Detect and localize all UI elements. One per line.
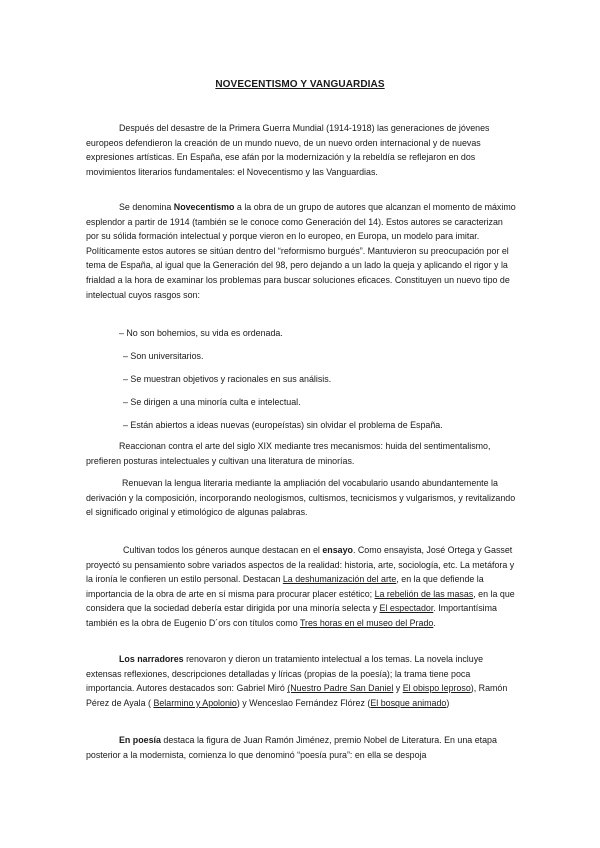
paragraph-narradores	[86, 652, 516, 710]
text: , en la que considera que la sociedad debería estar dirigida por una minoría selecta y	[86, 588, 515, 614]
term-narradores: Los narradores	[119, 654, 184, 664]
term-poesia: En poesía	[119, 735, 161, 745]
text: destaca la figura de Juan Ramón Jiménez, premio Nobel de Literatura. En una etapa posterior a la modernista, comienza lo que denominó “poesía pura”: en ella se despoja	[86, 735, 497, 760]
list-item: – No son bohemios, su vida es ordenada.	[119, 328, 283, 338]
text: . Importantísima también es la obra de Eugenio D´ors con títulos como	[86, 603, 497, 628]
work-title: La deshumanización del arte	[282, 574, 397, 585]
paragraph-reaccion: Reaccionan contra el arte del siglo XIX mediante tres mecanismos: huida del sentimentalismo, prefieren posturas intelectuales y cultivan una literatura de minorías.	[86, 441, 491, 466]
text: y	[393, 683, 403, 694]
text: Cultivan todos los géneros aunque destacan en el	[123, 545, 323, 555]
term-novecentismo: Novecentismo	[173, 202, 235, 212]
list-item: – Son universitarios.	[123, 351, 204, 361]
text: .	[433, 617, 436, 628]
list-item: – Se dirigen a una minoría culta e intelectual.	[123, 397, 301, 407]
work-title: Belarmino y Apolonio	[153, 697, 237, 708]
text: ) y Wenceslao Fernández Flórez (	[236, 697, 371, 708]
work-title: Tres horas en el museo del Prado	[299, 617, 434, 628]
page-title: NOVECENTISMO Y VANGUARDIAS	[215, 79, 385, 90]
paragraph-lengua: Renuevan la lengua literaria mediante la ampliación del vocabulario usando abundantemente la derivación y la composición, incorporando neologismos, cultismos, tecnicismos y vulgarismos, y revitalizando el significado original y etimológico de algunas palabras.	[86, 478, 516, 518]
work-title: El espectador	[379, 603, 434, 614]
list-item: – Están abiertos a ideas nuevas (europeístas) sin olvidar el problema de España.	[123, 420, 443, 430]
text: a la obra de un grupo de autores que alcanzan el momento de máximo esplendor a partir de 1914 (también se le conoce como Generación del 14). Estos autores se caracterizan por su sólida formación intelectual y porque vieron en lo europeo, en Europa, un modelo para imitar. Políticamente estos autores se sitúan dentro del “reformismo burgués”. Mantuvieron su preocupación por el tema de España, al igual que la Generación del 98, pero dejando a un lado la queja y aplicando el rigor y la frialdad a la hora de examinar los problemas para buscar soluciones eficaces. Constituyen un nuevo tipo de intelectual cuyos rasgos son:	[86, 202, 516, 300]
term-ensayo: ensayo	[322, 545, 353, 555]
paragraph-ensayo	[86, 543, 516, 631]
work-title: El obispo leproso	[402, 683, 471, 694]
text: ), Ramón Pérez de Ayala (	[86, 683, 508, 708]
text: . Como ensayista, José Ortega y Gasset proyectó su pensamiento sobre variados aspectos de la realidad: historia, arte, sociología, etc. La metáfora y la ironía le confieren un estilo personal. Destacan	[86, 545, 515, 585]
work-title: (Nuestro Padre San Daniel	[287, 683, 394, 694]
paragraph-novecentismo	[86, 200, 516, 302]
text: renovaron y dieron un tratamiento intelectual a los temas. La novela incluye extensas reflexiones, descripciones detalladas y líricas (propias de la poesía); la trama tiene poca importancia. Autores destacados son: Gabriel Miró	[86, 654, 484, 694]
work-title: El bosque animado	[370, 697, 447, 708]
list-item: – Se muestran objetivos y racionales en sus análisis.	[123, 374, 332, 384]
paragraph-intro: Después del desastre de la Primera Guerra Mundial (1914-1918) las generaciones de jóvenes europeos defendieron la creación de un mundo nuevo, de un nuevo orden internacional y de nuevas expresiones artísticas. En España, ese afán por la modernización y la rebeldía se reflejaron en dos movimientos literarios fundamentales: el Novecentismo y las Vanguardias.	[86, 123, 490, 177]
text: , en la que defiende la importancia de la obra de arte en sí misma para procurar placer estético;	[86, 574, 484, 599]
text: )	[446, 697, 450, 708]
text: Se denomina	[119, 202, 174, 212]
paragraph-poesia	[86, 733, 516, 762]
work-title: La rebelión de las masas	[374, 588, 474, 599]
